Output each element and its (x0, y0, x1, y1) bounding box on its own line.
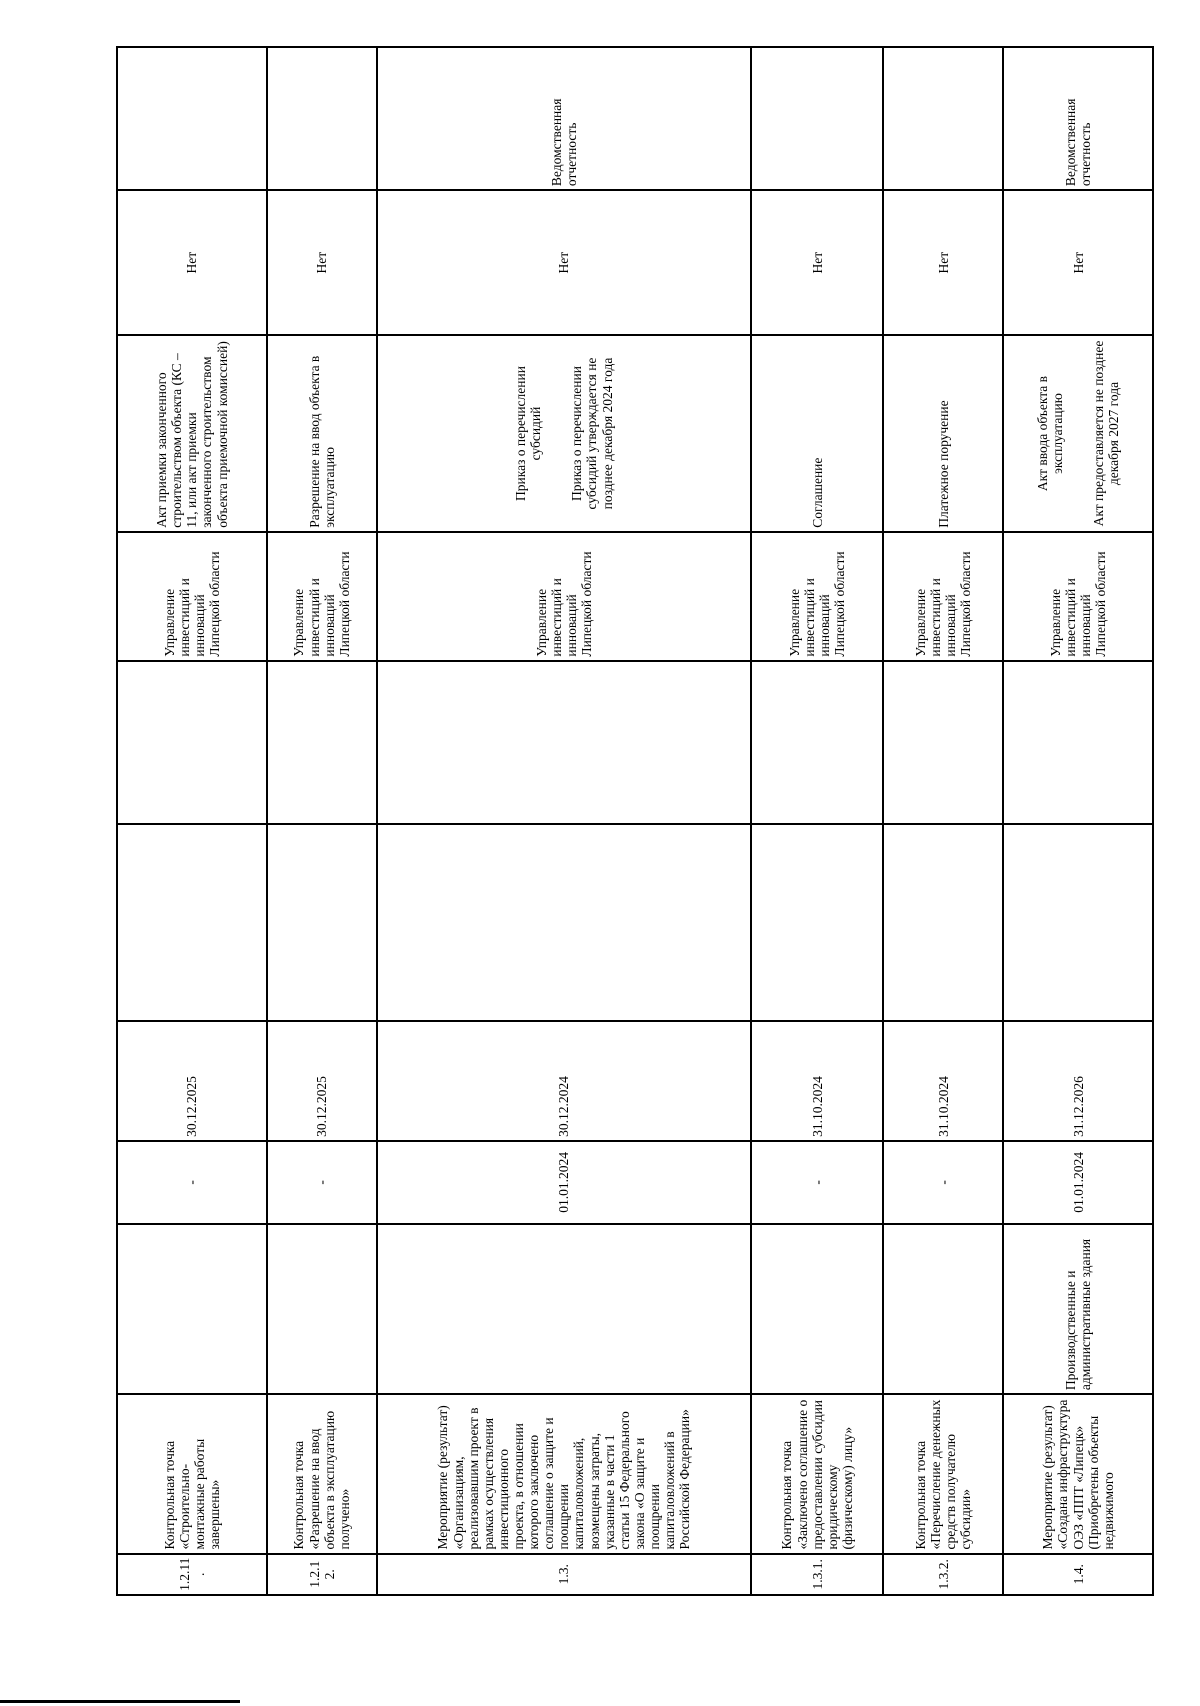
responsible-executor: Управление инвестиций и инноваций Липецкой области (1003, 532, 1153, 661)
row-number: 1.3. (377, 1554, 751, 1595)
row-number: 1.3.2. (883, 1554, 1003, 1595)
info-system: Нет (883, 190, 1003, 335)
empty-cell (267, 661, 377, 825)
measure-type (117, 1224, 267, 1394)
measure-name: Мероприятие (результат) «Организациям, реализовавшим проект в рамках осуществления инвестиционного проекта, в отношении которого заключено соглашение о защите и поощрении капиталовложений, возмещены затраты, указанные в части 1 статьи 15 Федерального закона «О защите и поощрении капиталовложений в Российской Федерации» (377, 1394, 751, 1553)
document-text: Соглашение (809, 457, 825, 528)
document-text: Разрешение на ввод объекта в эксплуатацию (306, 355, 337, 528)
table-row (751, 47, 883, 1595)
supporting-document (1003, 335, 1153, 532)
document-text: Приказ о перечислении субсидий (513, 366, 544, 501)
empty-cell (1003, 661, 1153, 825)
measure-name: Контрольная точка «Заключено соглашение о предоставлении субсидии юридическому (физическому) лицу» (751, 1394, 883, 1553)
info-system: Нет (751, 190, 883, 335)
measure-name: Контрольная точка «Перечисление денежных средств получателю субсидии» (883, 1394, 1003, 1553)
info-system: Нет (1003, 190, 1153, 335)
document-note: Акт предоставляется не позднее декабря 2027 года (1091, 340, 1122, 527)
supporting-document (117, 335, 267, 532)
empty-cell (377, 824, 751, 1021)
reporting-type (117, 47, 267, 190)
measure-type: Производственные и административные здания (1003, 1224, 1153, 1394)
document-text: Платежное поручение (935, 400, 951, 528)
start-date: - (883, 1141, 1003, 1224)
end-date: 31.12.2026 (1003, 1021, 1153, 1141)
reporting-type (267, 47, 377, 190)
document-gap (543, 339, 569, 528)
start-date: 01.01.2024 (377, 1141, 751, 1224)
table-row (117, 47, 267, 1595)
end-date: 30.12.2025 (117, 1021, 267, 1141)
measure-name: Контрольная точка «Разрешение на ввод объекта в эксплуатацию получено» (267, 1394, 377, 1553)
measure-type (377, 1224, 751, 1394)
end-date: 30.12.2025 (267, 1021, 377, 1141)
supporting-document (267, 335, 377, 532)
control-points-table (116, 46, 1154, 1596)
end-date: 31.10.2024 (883, 1021, 1003, 1141)
supporting-document (751, 335, 883, 532)
info-system: Нет (117, 190, 267, 335)
empty-cell (1003, 824, 1153, 1021)
reporting-type (751, 47, 883, 190)
supporting-document (883, 335, 1003, 532)
empty-cell (267, 824, 377, 1021)
start-date: - (117, 1141, 267, 1224)
responsible-executor: Управление инвестиций и инноваций Липецкой области (751, 532, 883, 661)
scan-edge-line (0, 1700, 240, 1703)
empty-cell (117, 661, 267, 825)
document-text: Акт ввода объекта в эксплуатацию (1034, 375, 1065, 492)
table-row (267, 47, 377, 1595)
info-system: Нет (377, 190, 751, 335)
row-number: 1.2.11. (117, 1554, 267, 1595)
empty-cell (883, 824, 1003, 1021)
table-row (377, 47, 751, 1595)
start-date: - (267, 1141, 377, 1224)
empty-cell (117, 824, 267, 1021)
measure-type (751, 1224, 883, 1394)
row-number: 1.4. (1003, 1554, 1153, 1595)
responsible-executor: Управление инвестиций и инноваций Липецкой области (117, 532, 267, 661)
measure-type (883, 1224, 1003, 1394)
info-system: Нет (267, 190, 377, 335)
start-date: - (751, 1141, 883, 1224)
document-note: Приказ о перечислении субсидий утверждается не позднее декабря 2024 года (569, 357, 615, 510)
empty-cell (377, 661, 751, 825)
measure-type (267, 1224, 377, 1394)
rotated-page (116, 46, 1154, 1596)
document-text: Акт приемки законченного строительством объекта (КС – 11, или акт приемки законченного строительством объекта приемочной комиссией) (154, 341, 230, 528)
reporting-type (883, 47, 1003, 190)
supporting-document (377, 335, 751, 532)
row-number: 1.2.12. (267, 1554, 377, 1595)
measure-name: Мероприятие (результат) «Создана инфраструктура ОЭЗ «ППТ «Липецк» (Приобретены объекты недвижимого (1003, 1394, 1153, 1553)
start-date: 01.01.2024 (1003, 1141, 1153, 1224)
empty-cell (751, 661, 883, 825)
table-row (1003, 47, 1153, 1595)
table-row (883, 47, 1003, 1595)
responsible-executor: Управление инвестиций и инноваций Липецкой области (377, 532, 751, 661)
responsible-executor: Управление инвестиций и инноваций Липецкой области (883, 532, 1003, 661)
end-date: 31.10.2024 (751, 1021, 883, 1141)
empty-cell (883, 661, 1003, 825)
empty-cell (751, 824, 883, 1021)
reporting-type: Ведомственная отчетность (1003, 47, 1153, 190)
end-date: 30.12.2024 (377, 1021, 751, 1141)
row-number: 1.3.1. (751, 1554, 883, 1595)
document-gap (1065, 339, 1091, 528)
measure-name: Контрольная точка «Строительно-монтажные работы завершены» (117, 1394, 267, 1553)
responsible-executor: Управление инвестиций и инноваций Липецкой области (267, 532, 377, 661)
reporting-type: Ведомственная отчетность (377, 47, 751, 190)
